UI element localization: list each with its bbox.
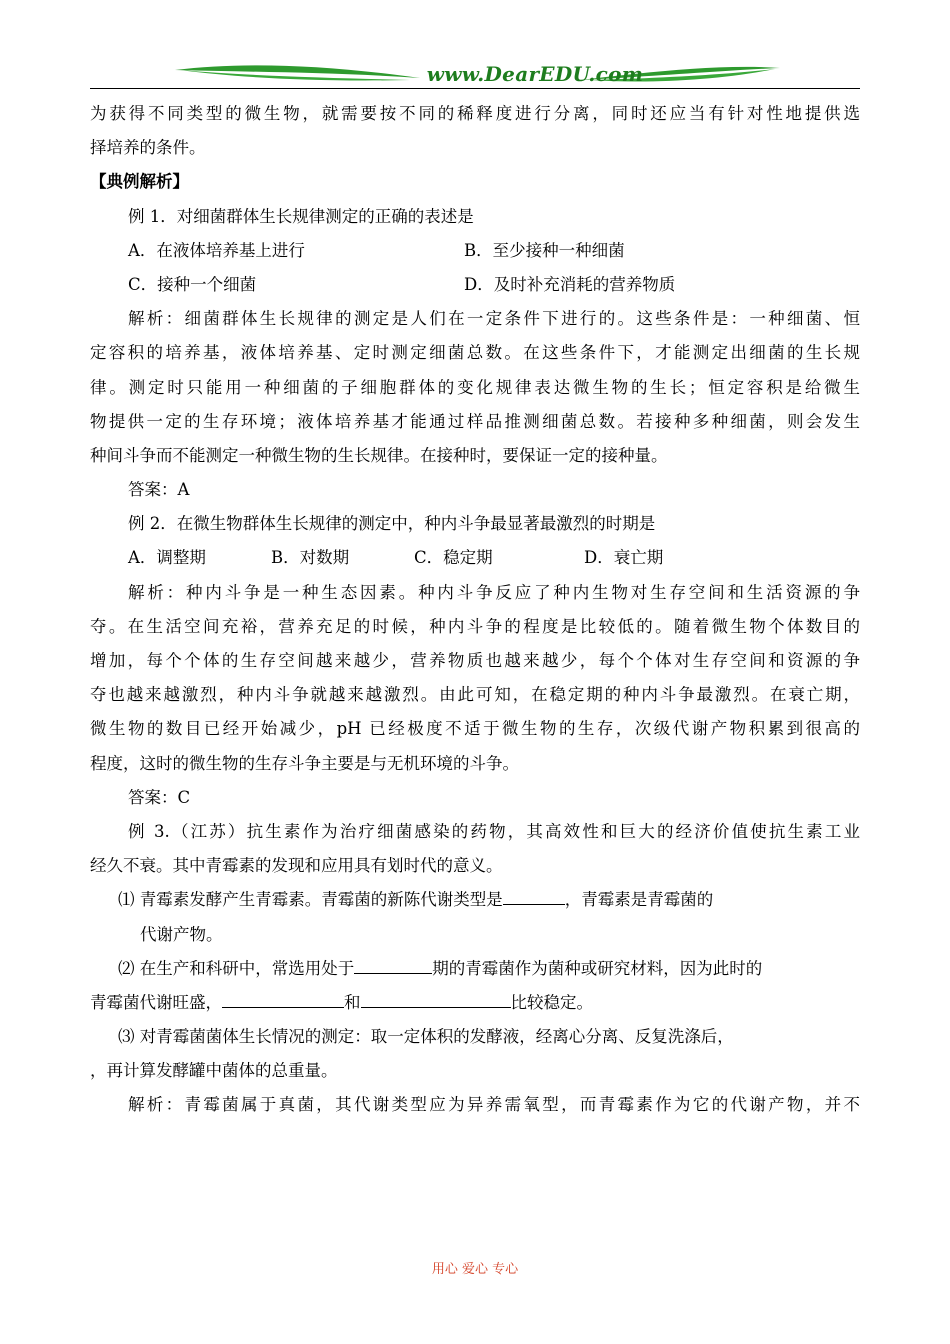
answer: 答案：C (128, 787, 191, 807)
option-d: D．及时补充消耗的营养物质 (464, 274, 676, 294)
option-a: A．在液体培养基上进行 (128, 240, 305, 260)
paragraph-line: 择培养的条件。 (90, 138, 206, 158)
sub-question-1 (90, 883, 860, 917)
sub-question-3-cont: ，再计算发酵罐中菌体的总重量。 (90, 1061, 338, 1081)
sub-question-text: 和 (344, 992, 361, 1012)
question-3: 例 3.（江苏）抗生素作为治疗细菌感染的药物，其高效性和巨大的经济价值使抗生素工业 (128, 821, 860, 841)
site-url[interactable]: www.DearEDU.com (426, 62, 644, 86)
analysis-line: 定容积的培养基，液体培养基、定时测定细菌总数。在这些条件下，才能测定出细菌的生长规 (90, 343, 860, 363)
option-b: B．对数期 (271, 548, 350, 568)
page-footer: 用心 爱心 专心 (431, 1262, 519, 1277)
analysis-line: 律。测定时只能用一种细菌的子细胞群体的变化规律表达微生物的生长；恒定容积是给微生 (90, 377, 860, 397)
answer: 答案：A (128, 480, 190, 500)
options-row (90, 541, 860, 575)
analysis-line: 解析：青霉菌属于真菌，其代谢类型应为异养需氧型，而青霉素作为它的代谢产物，并不 (128, 1095, 860, 1115)
sub-question-3: ⑶ 对青霉菌菌体生长情况的测定：取一定体积的发酵液，经离心分离、反复洗涤后， (118, 1027, 734, 1047)
analysis-line: 程度，这时的微生物的生存斗争主要是与无机环境的斗争。 (90, 753, 519, 773)
analysis-line: 解析：细菌群体生长规律的测定是人们在一定条件下进行的。这些条件是：一种细菌、恒 (128, 309, 860, 329)
paragraph-line: 为获得不同类型的微生物，就需要按不同的稀释度进行分离，同时还应当有针对性地提供选 (90, 104, 860, 123)
analysis-line: 种间斗争而不能测定一种微生物的生长规律。在接种时，要保证一定的接种量。 (90, 445, 668, 465)
header-divider (90, 88, 860, 89)
sub-question-text: ⑵ 在生产和科研中，常选用处于 (118, 958, 355, 978)
analysis-line: 解析：种内斗争是一种生态因素。种内斗争反应了种内生物对生存空间和生活资源的争 (128, 582, 860, 602)
section-heading: 【典例解析】 (90, 172, 189, 192)
analysis-line: 夺。在生活空间充裕，营养充足的时候，种内斗争的程度是比较低的。随着微生物个体数目的 (90, 616, 860, 636)
question-1: 例 1．对细菌群体生长规律测定的正确的表述是 (128, 206, 474, 226)
sub-question-text: 青霉菌代谢旺盛， (90, 992, 222, 1012)
option-c: C．稳定期 (414, 548, 493, 568)
sub-question-text: ，青霉素是青霉菌的 (564, 890, 714, 910)
analysis-line: 夺也越来越激烈，种内斗争就越来越激烈。由此可知，在稳定期的种内斗争最激烈。在衰亡期， (90, 685, 860, 705)
question-2: 例 2．在微生物群体生长规律的测定中，种内斗争最显著最激烈的时期是 (128, 514, 656, 534)
option-c: C．接种一个细菌 (128, 274, 257, 294)
analysis-line: 增加，每个个体的生存空间越来越少，营养物质也越来越少，每个个体对生存空间和资源的争 (90, 651, 860, 670)
question-3-cont: 经久不衰。其中青霉素的发现和应用具有划时代的意义。 (90, 856, 503, 876)
sub-question-1-cont: 代谢产物。 (140, 924, 223, 944)
site-header-banner (90, 58, 860, 90)
sub-question-text: ⑴ 青霉素发酵产生青霉素。青霉菌的新陈代谢类型是 (118, 890, 503, 910)
sub-question-text: 比较稳定。 (510, 992, 593, 1012)
sub-question-2 (90, 952, 860, 986)
option-a: A．调整期 (128, 548, 206, 568)
answer-blank[interactable] (354, 953, 432, 974)
sub-question-2-cont (90, 986, 860, 1020)
options-row (90, 268, 860, 302)
answer-blank[interactable] (503, 884, 565, 905)
options-row (90, 234, 860, 268)
answer-blank[interactable] (222, 987, 344, 1008)
analysis-line: 微生物的数目已经开始减少，pH 已经极度不适于微生物的生存，次级代谢产物积累到很高的 (90, 719, 860, 739)
sub-question-text: 期的青霉菌作为菌种或研究材料，因为此时的 (432, 958, 763, 978)
document-body (90, 97, 860, 1123)
option-b: B．至少接种一种细菌 (464, 240, 625, 260)
option-d: D．衰亡期 (584, 548, 664, 568)
answer-blank[interactable] (361, 987, 511, 1008)
analysis-line: 物提供一定的生存环境；液体培养基才能通过样品推测细菌总数。若接种多种细菌，则会发生 (90, 411, 860, 431)
